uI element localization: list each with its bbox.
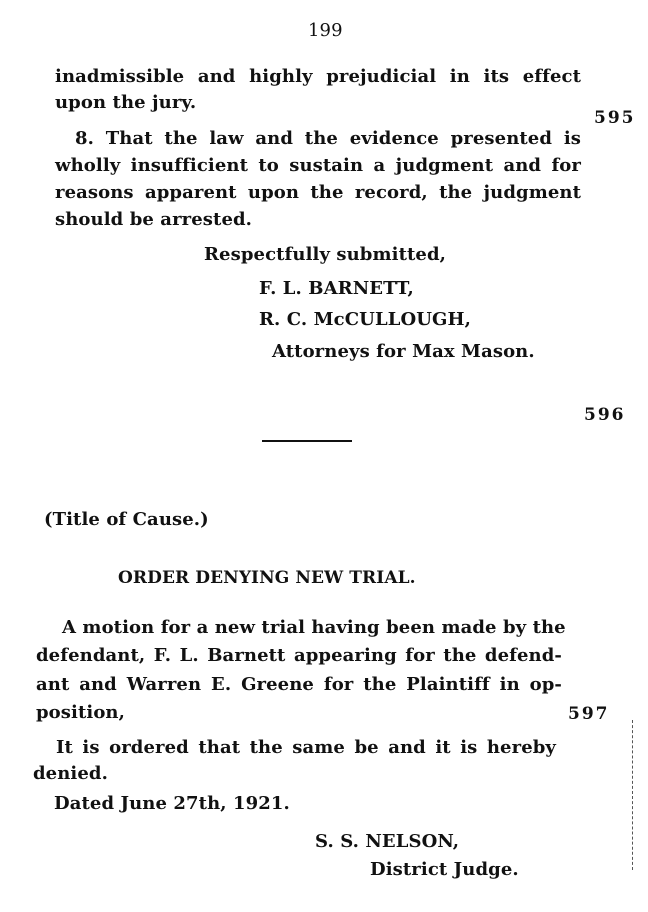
divider bbox=[262, 440, 352, 442]
margin-number: 595 bbox=[594, 108, 636, 128]
text-line: denied. bbox=[33, 763, 108, 784]
text-line: position, bbox=[36, 702, 125, 723]
margin-number: 596 bbox=[584, 405, 626, 425]
text-line: 8. That the law and the evidence presented is bbox=[75, 128, 581, 149]
page-number: 199 bbox=[308, 20, 343, 41]
scan-artifact-line bbox=[632, 720, 634, 870]
attorney-name: R. C. McCULLOUGH, bbox=[259, 309, 471, 330]
text-line: It is ordered that the same be and it is hereby bbox=[56, 737, 556, 758]
attorney-role: Attorneys for Max Mason. bbox=[272, 341, 535, 362]
text-line: ant and Warren E. Greene for the Plaintiff in op- bbox=[36, 674, 562, 695]
closing: Respectfully submitted, bbox=[204, 244, 447, 265]
text-line: reasons apparent upon the record, the judgment bbox=[55, 182, 581, 203]
attorney-name: F. L. BARNETT, bbox=[259, 278, 414, 299]
margin-number: 597 bbox=[568, 704, 610, 724]
judge-name: S. S. NELSON, bbox=[315, 831, 460, 852]
caption: (Title of Cause.) bbox=[44, 509, 209, 530]
text-line: wholly insufficient to sustain a judgment and for bbox=[55, 155, 581, 176]
text-line: inadmissible and highly prejudicial in its effect bbox=[55, 66, 581, 87]
date-line: Dated June 27th, 1921. bbox=[54, 793, 290, 814]
order-title: ORDER DENYING NEW TRIAL. bbox=[118, 568, 416, 588]
judge-title: District Judge. bbox=[370, 859, 519, 880]
text-line: upon the jury. bbox=[55, 92, 197, 113]
text-line: should be arrested. bbox=[55, 209, 253, 230]
text-line: defendant, F. L. Barnett appearing for the defend- bbox=[36, 645, 562, 666]
text-line: A motion for a new trial having been made by the bbox=[62, 617, 566, 638]
